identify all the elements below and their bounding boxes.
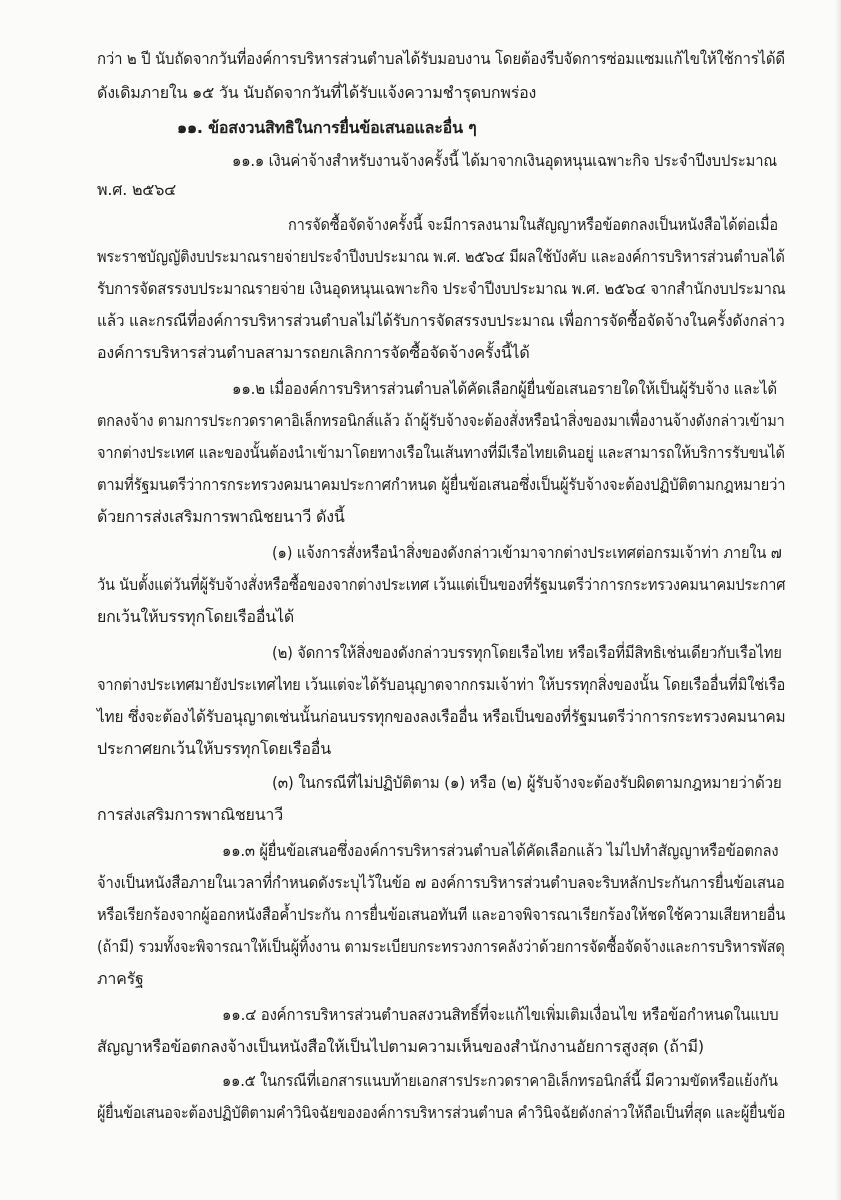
- text-line: ๑๑.๔ องค์การบริหารส่วนตำบลสงวนสิทธิ์ที่จะแก้ไขเพิ่มเติมเงื่อนไข หรือข้อกำหนดในแบบ: [222, 1005, 779, 1024]
- text-line: จากต่างประเทศมายังประเทศไทย เว้นแต่จะได้รับอนุญาตจากกรมเจ้าท่า ให้บรรทุกสิ่งของนั้น โดยเรืออื่นที่มิใช่เรือ: [97, 675, 786, 694]
- text-line: ๑๑.๓ ผู้ยื่นข้อเสนอซึ่งองค์การบริหารส่วนตำบลได้คัดเลือกแล้ว ไม่ไปทำสัญญาหรือข้อตกลง: [222, 841, 779, 860]
- text-line: ดังเดิมภายใน ๑๕ วัน นับถัดจากวันที่ได้รับแจ้งความชำรุดบกพร่อง: [97, 83, 537, 102]
- text-line: ประกาศยกเว้นให้บรรทุกโดยเรืออื่น: [97, 739, 331, 758]
- text-line: การส่งเสริมการพาณิชยนาวี: [97, 805, 284, 824]
- text-line: องค์การบริหารส่วนตำบลสามารถยกเลิกการจัดซื้อจัดจ้างครั้งนี้ได้: [97, 343, 530, 362]
- text-line: จากต่างประเทศ และของนั้นต้องนำเข้ามาโดยทางเรือในเส้นทางที่มีเรือไทยเดินอยู่ และสามารถให้บริการรับขนได้: [97, 443, 785, 462]
- text-line: จ้างเป็นหนังสือภายในเวลาที่กำหนดดังระบุไว้ในข้อ ๗ องค์การบริหารส่วนตำบลจะริบหลักประกันการยื่นข้อเสนอ: [97, 873, 785, 892]
- text-line: ภาครัฐ: [97, 969, 144, 988]
- text-line: หรือเรียกร้องจากผู้ออกหนังสือค้ำประกัน การยื่นข้อเสนอทันที และอาจพิจารณาเรียกร้องให้ชดใช้ความเสียหายอื่น: [97, 905, 786, 924]
- text-line: การจัดซื้อจัดจ้างครั้งนี้ จะมีการลงนามในสัญญาหรือข้อตกลงเป็นหนังสือได้ต่อเมื่อ: [288, 215, 778, 234]
- text-line: (๑) แจ้งการสั่งหรือนำสิ่งของดังกล่าวเข้ามาจากต่างประเทศต่อกรมเจ้าท่า ภายใน ๗: [272, 543, 782, 562]
- text-line: แล้ว และกรณีที่องค์การบริหารส่วนตำบลไม่ได้รับการจัดสรรงบประมาณ เพื่อการจัดซื้อจัดจ้างในครั้งดังกล่าว: [97, 311, 785, 330]
- text-line: วัน นับตั้งแต่วันที่ผู้รับจ้างสั่งหรือซื้อของจากต่างประเทศ เว้นแต่เป็นของที่รัฐมนตรีว่าการกระทรวงคมนาคมประกาศ: [97, 575, 786, 594]
- text-line: กว่า ๒ ปี นับถัดจากวันที่องค์การบริหารส่วนตำบลได้รับมอบงาน โดยต้องรีบจัดการซ่อมแซมแก้ไขให้ใช้การได้ดี: [97, 49, 785, 68]
- text-line: ยกเว้นให้บรรทุกโดยเรืออื่นได้: [97, 607, 295, 626]
- text-line: ๑๑.๑ เงินค่าจ้างสำหรับงานจ้างครั้งนี้ ได้มาจากเงินอุดหนุนเฉพาะกิจ ประจำปีงบประมาณ: [232, 151, 777, 170]
- text-line: ไทย ซึ่งจะต้องได้รับอนุญาตเช่นนั้นก่อนบรรทุกของลงเรืออื่น หรือเป็นของที่รัฐมนตรีว่าการกระทรวงคมนาคม: [97, 707, 786, 726]
- text-line: พ.ศ. ๒๕๖๔: [97, 180, 177, 199]
- text-line: (๒) จัดการให้สิ่งของดังกล่าวบรรทุกโดยเรือไทย หรือเรือที่มีสิทธิเช่นเดียวกับเรือไทย: [272, 643, 782, 662]
- text-line: (ถ้ามี) รวมทั้งจะพิจารณาให้เป็นผู้ทิ้งงาน ตามระเบียบกระทรวงการคลังว่าด้วยการจัดซื้อจัดจ้างและการบริหารพัสดุ: [97, 937, 785, 956]
- section-heading: ๑๑. ข้อสงวนสิทธิในการยื่นข้อเสนอและอื่น ๆ: [177, 118, 477, 137]
- text-line: ตกลงจ้าง ตามการประกวดราคาอิเล็กทรอนิกส์แล้ว ถ้าผู้รับจ้างจะต้องสั่งหรือนำสิ่งของมาเพื่องานจ้างดังกล่าวเข้ามา: [97, 411, 785, 430]
- text-line: รับการจัดสรรงบประมาณรายจ่าย เงินอุดหนุนเฉพาะกิจ ประจำปีงบประมาณ พ.ศ. ๒๕๖๔ จากสำนักงบประมาณ: [97, 279, 786, 298]
- text-line: สัญญาหรือข้อตกลงจ้างเป็นหนังสือให้เป็นไปตามความเห็นของสำนักงานอัยการสูงสุด (ถ้ามี): [97, 1037, 704, 1056]
- text-line: ด้วยการส่งเสริมการพาณิชยนาวี ดังนี้: [97, 507, 345, 526]
- text-line: ผู้ยื่นข้อเสนอจะต้องปฏิบัติตามคำวินิจฉัยขององค์การบริหารส่วนตำบล คำวินิจฉัยดังกล่าวให้ถือเป็นที่สุด และผู้ยื่นข้อ: [97, 1103, 786, 1122]
- text-line: ตามที่รัฐมนตรีว่าการกระทรวงคมนาคมประกาศกำหนด ผู้ยื่นข้อเสนอซึ่งเป็นผู้รับจ้างจะต้องปฏิบัติตามกฎหมายว่า: [97, 475, 786, 494]
- scan-edge-shadow: [835, 0, 841, 1200]
- text-line: (๓) ในกรณีที่ไม่ปฏิบัติตาม (๑) หรือ (๒) ผู้รับจ้างจะต้องรับผิดตามกฎหมายว่าด้วย: [272, 773, 782, 792]
- text-line: ๑๑.๕ ในกรณีที่เอกสารแนบท้ายเอกสารประกวดราคาอิเล็กทรอนิกส์นี้ มีความขัดหรือแย้งกัน: [222, 1071, 778, 1090]
- text-line: ๑๑.๒ เมื่อองค์การบริหารส่วนตำบลได้คัดเลือกผู้ยื่นข้อเสนอรายใดให้เป็นผู้รับจ้าง และได้: [232, 379, 777, 398]
- text-line: พระราชบัญญัติงบประมาณรายจ่ายประจำปีงบประมาณ พ.ศ. ๒๕๖๔ มีผลใช้บังคับ และองค์การบริหารส่วนตำบลได้: [97, 247, 785, 266]
